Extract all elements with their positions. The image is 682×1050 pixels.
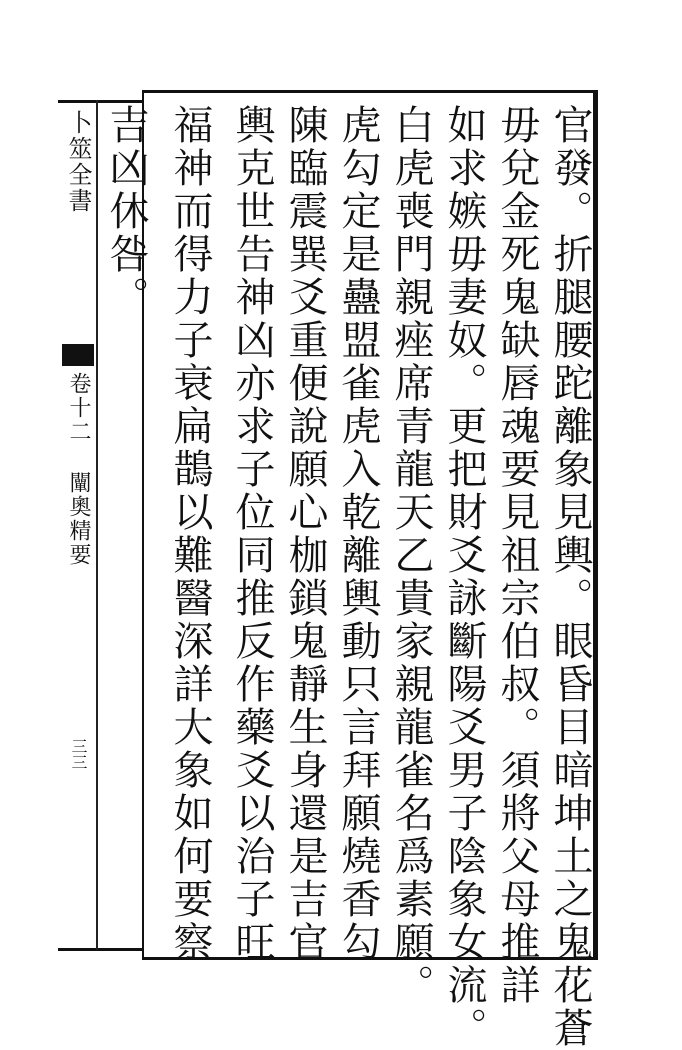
text-column-8: 福神而得力子衰扁鵲以難醫深詳大象如何要察	[167, 104, 213, 964]
text-column-6: 陳臨震巽爻重便說願心枷鎖鬼靜生身還是吉官	[282, 104, 328, 964]
fishtail-mark	[62, 344, 94, 366]
text-column-4: 白虎喪門親痤席青龍天乙貴家親龍雀名爲素願。	[388, 104, 434, 1007]
banner-title: 卜筮全書	[64, 110, 92, 214]
text-column-2: 毋兌金死鬼缺唇魂要見祖宗伯叔。須將父母推詳	[494, 104, 540, 1007]
text-column-9: 吉凶休咎。	[103, 104, 149, 319]
banner-volume: 卷十二 闡奧精要	[66, 372, 91, 567]
text-column-1: 官發。折腿腰跎離象見輿。眼昏目暗坤土之鬼花蒼	[547, 104, 593, 1050]
banner-page-number: 三三	[69, 738, 88, 770]
text-column-7: 輿克世告神凶亦求子位同推反作藥爻以治子旺	[229, 104, 275, 964]
text-column-5: 虎勾定是蠱盟雀虎入乾離輿動只言拜願燒香勾	[335, 104, 381, 964]
text-column-3: 如求嫉毋妻奴。更把財爻詠斷陽爻男子陰象女流。	[441, 104, 487, 1050]
